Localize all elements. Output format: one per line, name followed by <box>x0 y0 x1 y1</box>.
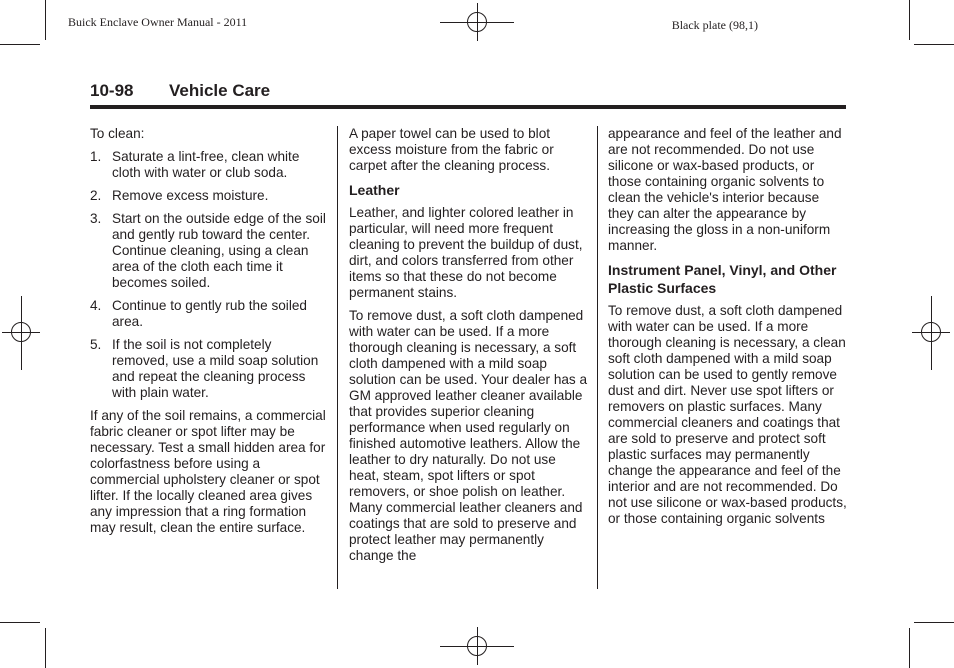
list-item <box>90 149 330 181</box>
page-title: Vehicle Care <box>169 81 271 100</box>
section-heading-instrument-panel: Instrument Panel, Vinyl, and Other Plastic Surfaces <box>608 262 837 296</box>
list-item <box>90 188 330 204</box>
paragraph: To remove dust, a soft cloth dampened with water can be used. If a more thorough cleaning is necessary, a clean soft cloth dampened with a mild soap solution can be used to gently remove dust and dirt. Never use spot lifters or removers on plastic surfaces. Many commercial cleaners and coatings that are sold to preserve and protect soft plastic surfaces may permanently change the appearance and feel of the interior and are not recommended. Do not use silicone or wax-based products, or those containing organic solvents <box>608 303 847 526</box>
column-divider <box>597 126 598 589</box>
crop-mark <box>0 44 40 45</box>
crop-mark <box>914 622 954 623</box>
column-divider <box>337 126 338 589</box>
paragraph: If any of the soil remains, a commercial fabric cleaner or spot lifter may be necessary. Test a small hidden area for colorfastness before using a commercial upholstery cleaner or spot lifter. If the locally cleaned area gives any impression that a ring formation may result, clean the entire surface. <box>90 408 326 535</box>
crop-mark <box>0 622 40 623</box>
intro-text: To clean: <box>90 126 145 141</box>
paragraph: Leather, and lighter colored leather in particular, will need more frequent cleaning to prevent the buildup of dust, dirt, and colors transferred from other items so that these do not become permanent stains. <box>349 205 583 300</box>
step-number: 3. <box>90 211 102 226</box>
column-2 <box>349 126 589 571</box>
step-text: Saturate a lint-free, clean white cloth with water or club soda. <box>112 149 300 180</box>
print-header-plate: Black plate (98,1) <box>671 18 758 32</box>
column-1 <box>90 126 330 543</box>
crop-mark <box>909 0 910 40</box>
crop-mark <box>45 628 46 668</box>
list-item <box>90 211 330 291</box>
paragraph: appearance and feel of the leather and are not recommended. Do not use silicone or wax-based products, or those containing organic solvents to clean the vehicle's interior because they can alter the appearance by increasing the gloss in a non-uniform manner. <box>608 126 842 253</box>
step-number: 5. <box>90 337 102 352</box>
crop-mark <box>931 296 932 370</box>
column-3 <box>608 126 848 534</box>
crop-mark <box>21 296 22 370</box>
step-text: If the soil is not completely removed, use a mild soap solution and repeat the cleaning process with plain water. <box>112 337 319 400</box>
paragraph: To remove dust, a soft cloth dampened with water can be used. If a more thorough cleaning is necessary, a soft cloth dampened with a mild soap solution can be used. Your dealer has a GM approved leather cleaner available that provides superior cleaning performance when used regularly on finished automotive leathers. Allow the leather to dry naturally. Do not use heat, steam, spot lifters or spot removers, or shoe polish on leather. Many commercial leather cleaners and coatings that are sold to preserve and protect leather may permanently change the <box>349 308 588 563</box>
paragraph: A paper towel can be used to blot excess moisture from the fabric or carpet after the cleaning process. <box>349 126 554 173</box>
cleaning-steps <box>90 149 330 401</box>
crop-mark <box>909 628 910 668</box>
page-number: 10-98 <box>90 81 134 100</box>
section-heading-leather: Leather <box>349 182 400 198</box>
crop-mark <box>45 0 46 40</box>
crop-mark <box>440 646 514 647</box>
page-header <box>90 81 846 109</box>
list-item <box>90 298 330 330</box>
step-text: Continue to gently rub the soiled area. <box>112 298 307 329</box>
step-text: Remove excess moisture. <box>112 188 269 203</box>
list-item <box>90 337 330 401</box>
crop-mark <box>914 44 954 45</box>
step-number: 4. <box>90 298 102 313</box>
step-number: 1. <box>90 149 102 164</box>
step-text: Start on the outside edge of the soil and gently rub toward the center. Continue cleaning, using a clean area of the cloth each time it becomes soiled. <box>112 211 326 290</box>
print-header-title: Buick Enclave Owner Manual - 2011 <box>68 15 248 29</box>
crop-mark <box>440 22 514 23</box>
step-number: 2. <box>90 188 102 203</box>
